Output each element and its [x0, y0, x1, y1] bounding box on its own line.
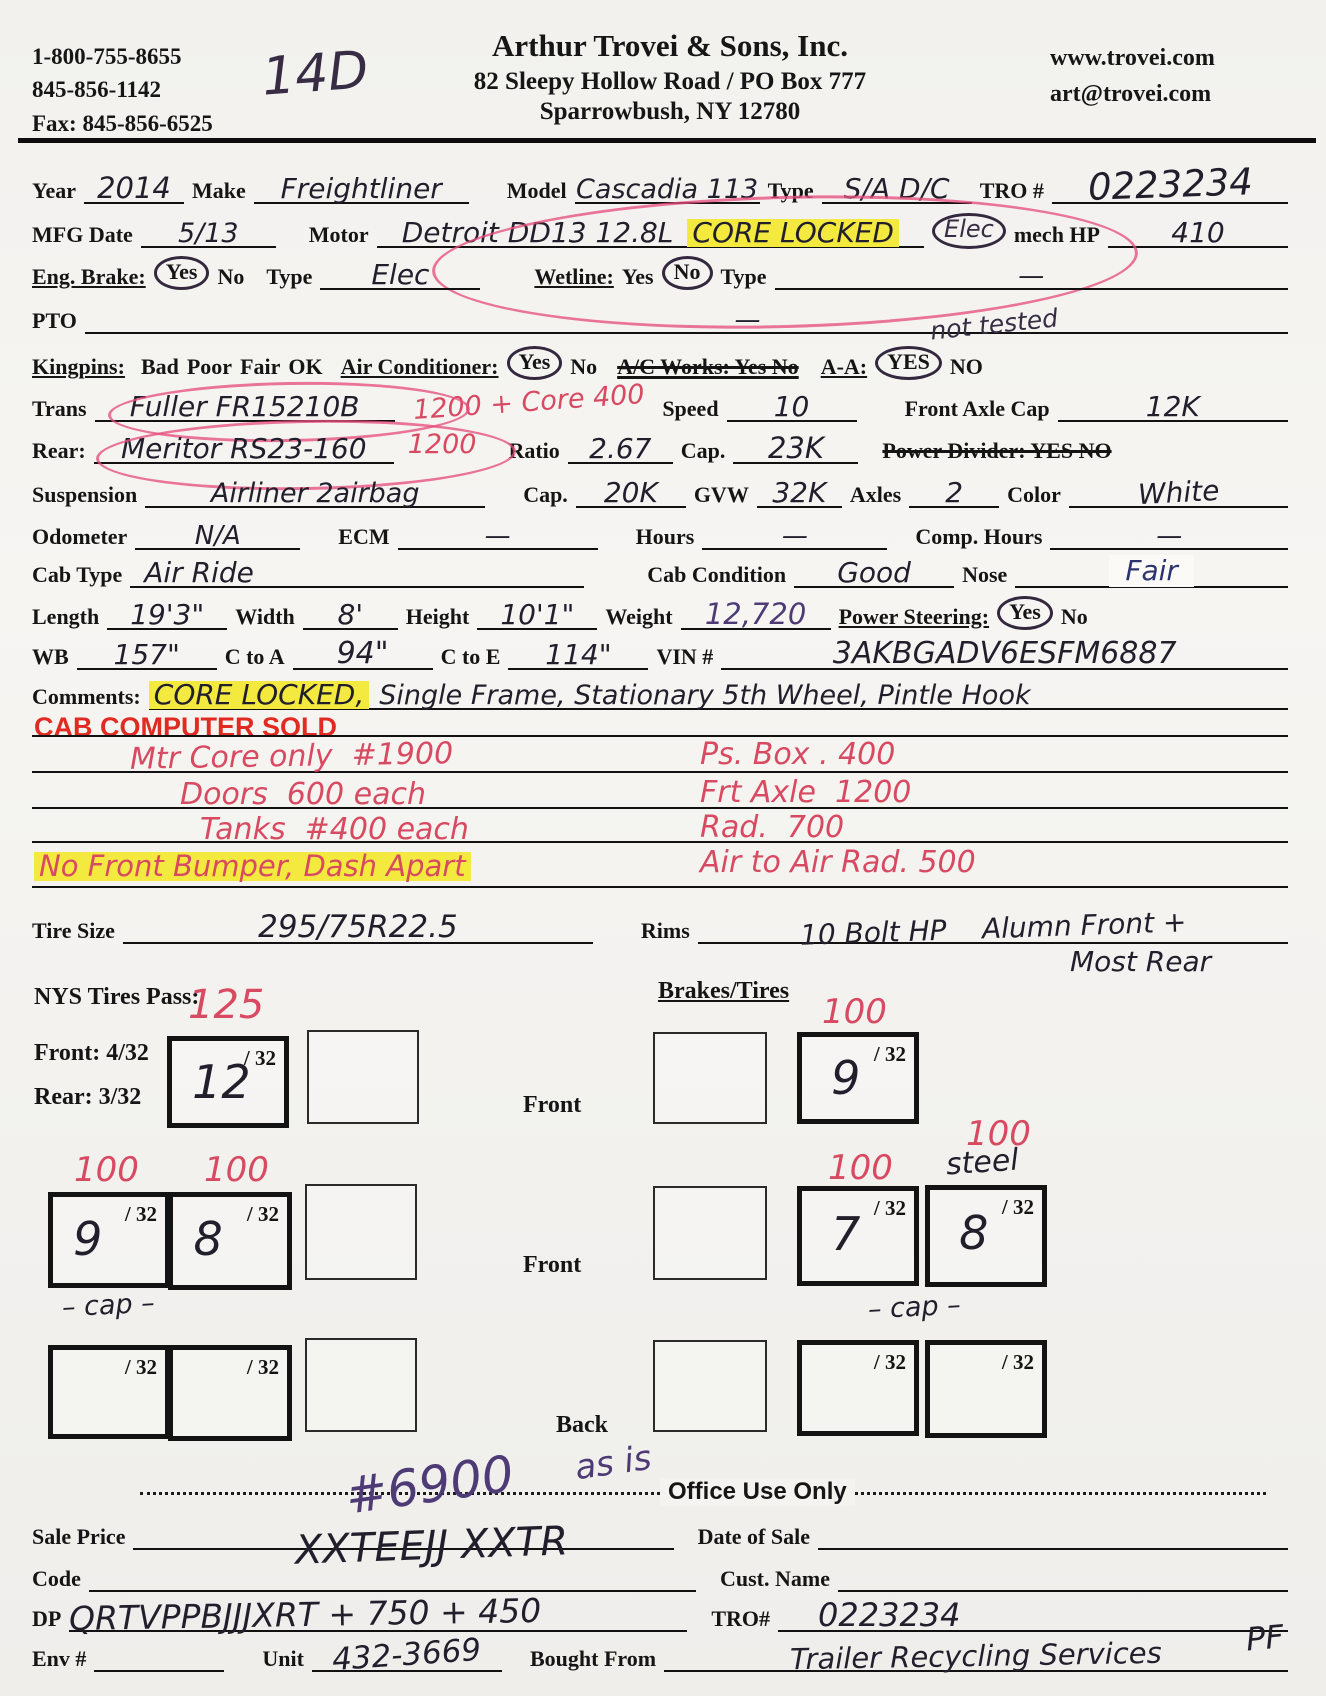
tire-box-back-left-inner-empty: [168, 1345, 292, 1441]
tire-box-mid-left-outer: [48, 1192, 170, 1288]
per-32-marker: / 32: [873, 1042, 906, 1066]
as-is-note: as is: [572, 1437, 654, 1489]
header-divider: [18, 138, 1316, 143]
vin-label: VIN #: [656, 644, 714, 669]
tire-box-back-right-outer-empty: [925, 1340, 1047, 1438]
vin-value: 3AKBGADV6ESFM6887: [832, 636, 1177, 671]
width-field: [303, 594, 398, 630]
front-axle-cap-value: 12K: [1145, 390, 1200, 423]
motor-core-locked-highlight: CORE LOCKED: [687, 219, 899, 247]
tread-depth-mid-left-outer: 9: [73, 1211, 103, 1266]
ac-works-struck: A/C Works: Yes No: [617, 354, 799, 379]
gvw-field: [757, 472, 842, 508]
ruled-line-5: [32, 886, 1288, 888]
per-32-marker: / 32: [124, 1355, 157, 1379]
eng-brake-yes-circled: Yes: [154, 256, 210, 290]
per-32-marker: / 32: [1001, 1350, 1034, 1374]
handwritten-stock-code: 14D: [260, 40, 371, 108]
axles-value: 2: [945, 476, 964, 509]
tire-box-front-left: [167, 1036, 289, 1128]
hp-field: [1108, 212, 1288, 248]
per-32-marker: / 32: [1001, 1195, 1034, 1219]
ecm-label: ECM: [338, 524, 390, 549]
cab-condition-field: [794, 552, 954, 588]
front-axle-cap-field: [1058, 386, 1288, 422]
length-label: Length: [32, 604, 100, 629]
tire-size-label: Tire Size: [32, 918, 115, 943]
axle-label-front-2: Front: [523, 1252, 582, 1278]
wb-value: 157": [113, 638, 180, 671]
comp-hours-field: [1050, 514, 1288, 550]
cap-note-left: – cap –: [61, 1287, 156, 1324]
rims-value: 10 Bolt HP Alumn Front +: [799, 905, 1187, 952]
comments-label: Comments:: [32, 684, 141, 709]
make-field: [254, 168, 469, 204]
axle-label-back: Back: [556, 1412, 609, 1438]
nys-tires-pass-label: NYS Tires Pass:: [34, 984, 200, 1010]
nose-label: Nose: [962, 562, 1008, 587]
ctoe-field: [508, 634, 648, 670]
header-web-block: [1050, 40, 1215, 112]
aa-no: NO: [949, 354, 983, 379]
rear-value: Meritor RS23-160: [120, 432, 367, 465]
tire-box-back-right-inner-empty: [797, 1340, 919, 1436]
dp-field: [69, 1590, 687, 1639]
note-no-front-bumper-highlight: No Front Bumper, Dash Apart: [34, 852, 471, 881]
type-label: Type: [767, 178, 814, 203]
code-field: [89, 1556, 696, 1592]
per-32-marker: / 32: [246, 1202, 279, 1226]
tro2-value: 0223234: [818, 1596, 961, 1634]
note-radiator-price: Rad. 700: [700, 810, 845, 845]
company-name: Arthur Trovei & Sons, Inc.: [492, 28, 848, 63]
dp-value: QRTVPPBJJJXRT + 750 + 450: [69, 1590, 542, 1639]
tire-size-field: [123, 908, 593, 944]
code-label: Code: [32, 1566, 81, 1591]
type-field: [822, 168, 972, 204]
speed-label: Speed: [662, 396, 719, 421]
color-label: Color: [1007, 482, 1061, 507]
unit-field: [312, 1631, 502, 1679]
company-address: 82 Sleepy Hollow Road / PO Box 777: [473, 68, 867, 95]
row-rear: [32, 428, 1288, 464]
hours-label: Hours: [635, 524, 695, 549]
cab-type-label: Cab Type: [32, 562, 123, 587]
odometer-field: [135, 514, 300, 550]
tread-depth-mid-left-inner: 8: [193, 1212, 223, 1267]
per-32-marker: / 32: [873, 1350, 906, 1374]
year-value: 2014: [97, 171, 171, 205]
row-env-unit: [32, 1631, 1288, 1679]
cab-condition-label: Cab Condition: [647, 562, 787, 587]
suspension-label: Suspension: [32, 482, 138, 507]
sale-price-label: Sale Price: [32, 1524, 126, 1549]
ctoa-label: C to A: [224, 644, 285, 669]
tire-box-back-right-empty: [653, 1340, 767, 1432]
tread-depth-mid-right-outer: 8: [959, 1206, 989, 1261]
tire-price-100-b1: 100: [74, 1150, 139, 1190]
axle-label-front-1: Front: [523, 1092, 582, 1118]
env-label: Env #: [32, 1646, 87, 1671]
tread-depth-mid-right-inner: 7: [831, 1206, 861, 1261]
weight-label: Weight: [605, 604, 673, 629]
mfg-date-label: MFG Date: [32, 222, 133, 247]
eng-brake-type-field: [320, 254, 480, 290]
row-odometer: [32, 514, 1288, 550]
tire-price-100-b2: 100: [204, 1150, 269, 1190]
vin-field: [721, 634, 1288, 670]
susp-cap-field: [576, 472, 686, 508]
tire-box-back-left-empty: [305, 1338, 417, 1432]
width-label: Width: [235, 604, 295, 629]
note-air-to-air-price: Air to Air Rad. 500: [700, 845, 976, 880]
row-comments: [32, 674, 1288, 710]
tire-box-mid-right-outer: [925, 1185, 1047, 1287]
bought-from-field: [664, 1635, 1288, 1677]
cab-condition-value: Good: [837, 556, 911, 589]
aa-yes-circled: YES: [875, 346, 942, 380]
per-32-marker: / 32: [124, 1202, 157, 1226]
odometer-label: Odometer: [32, 524, 128, 549]
air-conditioner-label: Air Conditioner:: [340, 354, 499, 379]
kingpins-bad: Bad: [140, 354, 179, 379]
row-sale-price: [32, 1514, 1288, 1550]
tire-size-value: 295/75R22.5: [258, 909, 458, 945]
rear-cap-label: Cap.: [680, 438, 726, 463]
sale-price-value: #6900: [341, 1444, 518, 1526]
rear-field: [94, 428, 394, 464]
tire-box-back-left-outer-empty: [48, 1345, 170, 1439]
comments-field: [149, 674, 1288, 710]
tro2-label: TRO#: [711, 1606, 770, 1631]
per-32-marker: / 32: [243, 1046, 276, 1070]
power-steering-yes-circled: Yes: [997, 596, 1053, 630]
tro-value: 0223234: [1086, 160, 1254, 209]
air-conditioner-yes-circled: Yes: [507, 346, 563, 380]
pto-dash: —: [734, 305, 761, 335]
tire-box-mid-left-empty: [305, 1184, 417, 1280]
wb-label: WB: [32, 644, 69, 669]
cust-name-field: [838, 1556, 1288, 1592]
fax-number: Fax: 845-856-6525: [32, 110, 213, 136]
office-use-only-title: Office Use Only: [660, 1478, 855, 1506]
axles-label: Axles: [849, 482, 902, 507]
aa-label: A-A:: [820, 354, 868, 379]
tro-label: TRO #: [979, 178, 1044, 203]
front-axle-cap-label: Front Axle Cap: [904, 396, 1050, 421]
comp-hours-label: Comp. Hours: [915, 524, 1043, 549]
ruled-line-1: [32, 735, 1288, 737]
hp-value: 410: [1171, 216, 1225, 249]
row-mfg-motor: [32, 212, 1288, 248]
ctoe-value: 114": [545, 638, 612, 671]
front-tread-spec: Front: 4/32: [34, 1040, 149, 1066]
tire-box-mid-right-inner: [797, 1186, 919, 1286]
row-pto: [32, 298, 1288, 334]
note-front-axle-price: Frt Axle 1200: [700, 775, 912, 810]
odometer-value: N/A: [194, 521, 241, 551]
ctoe-label: C to E: [440, 644, 501, 669]
rims-label: Rims: [640, 918, 690, 943]
row-trans: [32, 378, 1288, 427]
power-steering-no: No: [1060, 604, 1088, 629]
nose-field: [1015, 552, 1288, 588]
row-tire-size: [32, 905, 1288, 952]
cab-type-field: [130, 552, 584, 588]
cust-name-label: Cust. Name: [720, 1566, 830, 1591]
row-code: [32, 1556, 1288, 1592]
color-value: White: [1136, 473, 1220, 512]
length-field: [107, 594, 227, 630]
kingpins-label: Kingpins:: [32, 354, 125, 379]
eng-brake-type-value: Elec: [371, 258, 430, 291]
row-wb-vin: [32, 634, 1288, 670]
model-value: Cascadia 113: [576, 174, 759, 205]
wetline-type-dash: —: [1018, 261, 1045, 291]
hours-dash: —: [781, 521, 808, 551]
height-field: [477, 594, 597, 630]
rear-cap-field: [733, 428, 858, 464]
power-steering-label: Power Steering:: [838, 604, 990, 629]
height-label: Height: [405, 604, 470, 629]
wetline-type-field: [775, 254, 1288, 290]
tire-box-mid-right-empty: [653, 1186, 767, 1280]
mfg-date-field: [141, 212, 276, 248]
tire-price-100-b5: 100: [828, 1148, 893, 1188]
motor-label: Motor: [308, 222, 369, 247]
row-cab: [32, 552, 1288, 588]
weight-value: 12,720: [704, 597, 807, 631]
ecm-field: [398, 514, 598, 550]
phone-toll-free: 1-800-755-8655: [32, 44, 182, 69]
ratio-label: Ratio: [508, 438, 560, 463]
gvw-label: GVW: [693, 482, 749, 507]
company-city: Sparrowbush, NY 12780: [539, 98, 801, 125]
nose-value: Fair: [1109, 555, 1194, 587]
rear-label: Rear:: [32, 438, 86, 463]
tire-price-125: 125: [188, 982, 265, 1028]
model-field: [575, 168, 760, 204]
mech-hp-label: mech HP: [1013, 222, 1100, 247]
power-divider-struck: Power Divider: YES NO: [882, 438, 1112, 463]
ratio-field: [568, 428, 673, 464]
code-value: XXTEEJJ XXTR: [294, 1518, 569, 1574]
ctoa-value: 94": [336, 636, 389, 671]
rear-price-note: 1200: [407, 429, 477, 460]
eng-brake-no: No: [217, 264, 245, 289]
comp-hours-dash: —: [1156, 521, 1183, 551]
kingpins-poor: Poor: [186, 354, 233, 379]
date-of-sale-label: Date of Sale: [697, 1524, 810, 1549]
hours-field: [702, 514, 887, 550]
unit-label: Unit: [262, 1646, 304, 1671]
eng-brake-label: Eng. Brake:: [32, 264, 146, 289]
rear-cap-value: 23K: [767, 431, 824, 465]
row-engbrake-wetline: [32, 254, 1288, 290]
kingpins-fair: Fair: [240, 354, 281, 379]
speed-value: 10: [773, 390, 810, 423]
suspension-value: Airliner 2airbag: [210, 478, 420, 509]
tire-box-mid-left-inner: [168, 1192, 292, 1290]
ratio-value: 2.67: [589, 432, 652, 465]
wetline-no-circled: No: [662, 256, 713, 290]
elec-circled: Elec: [932, 213, 1006, 249]
wetline-type-label: Type: [720, 264, 767, 289]
note-doors-price: Doors 600 each: [180, 777, 426, 812]
comments-core-locked-highlight: CORE LOCKED,: [149, 681, 369, 709]
eng-brake-type-label: Type: [266, 264, 313, 289]
model-label: Model: [506, 178, 567, 203]
ecm-dash: —: [484, 521, 511, 551]
tire-box-front-left-inner-empty: [307, 1030, 419, 1124]
pf-initials: PF: [1244, 1617, 1286, 1659]
pto-label: PTO: [32, 308, 77, 333]
pto-field: [85, 298, 1288, 334]
note-ps-box-price: Ps. Box . 400: [700, 737, 896, 772]
not-tested-note: not tested: [928, 303, 1060, 346]
motor-value: Detroit DD13 12.8L: [401, 216, 674, 249]
year-label: Year: [32, 178, 76, 203]
suspension-field: [145, 472, 485, 508]
comments-text: Single Frame, Stationary 5th Wheel, Pintle Hook: [379, 680, 1031, 711]
row-suspension: [32, 472, 1288, 512]
make-label: Make: [191, 178, 246, 203]
tread-depth-front-left: 12: [192, 1055, 251, 1110]
ctoa-field: [293, 634, 433, 670]
tire-box-front-right: [797, 1032, 919, 1124]
susp-cap-label: Cap.: [523, 482, 568, 507]
tire-price-100-a: 100: [822, 992, 887, 1032]
row-kingpins-ac: [32, 344, 1288, 380]
tread-depth-front-right: 9: [831, 1051, 861, 1106]
brakes-tires-header: Brakes/Tires: [658, 978, 790, 1004]
axles-field: [909, 472, 999, 508]
date-of-sale-field: [818, 1514, 1288, 1550]
trans-field: [95, 386, 395, 422]
rear-tread-spec: Rear: 3/32: [34, 1084, 142, 1110]
gvw-value: 32K: [772, 476, 827, 509]
env-field: [94, 1636, 224, 1672]
header-company-block: [340, 28, 1000, 126]
height-value: 10'1": [500, 598, 575, 631]
year-field: [84, 168, 184, 204]
trans-price-note: 1200 + Core 400: [411, 378, 646, 427]
weight-field: [681, 594, 831, 630]
tire-price-100-b6: 100: [966, 1114, 1031, 1154]
row-year-make-model: [32, 160, 1288, 209]
trans-value: Fuller FR15210B: [129, 390, 360, 423]
length-value: 19'3": [130, 598, 205, 631]
note-tanks-price: Tanks #400 each: [200, 812, 469, 847]
bought-from-value: Trailer Recycling Services: [789, 1635, 1163, 1677]
cab-type-value: Air Ride: [144, 556, 254, 589]
per-32-marker: / 32: [246, 1355, 279, 1379]
dp-label: DP: [32, 1606, 62, 1631]
speed-field: [727, 386, 857, 422]
make-value: Freightliner: [280, 172, 442, 205]
wetline-yes: Yes: [621, 264, 654, 289]
susp-cap-value: 20K: [603, 476, 658, 509]
wetline-label: Wetline:: [534, 264, 614, 289]
trans-label: Trans: [32, 396, 87, 421]
website: www.trovei.com: [1050, 45, 1215, 71]
phone-local: 845-856-1142: [32, 77, 162, 103]
email: art@trovei.com: [1050, 81, 1212, 107]
unit-value: 432-3669: [331, 1631, 483, 1679]
width-value: 8': [337, 598, 364, 631]
tro2-field: [778, 1596, 1288, 1632]
tro-field: [1052, 160, 1288, 209]
cap-note-right: – cap –: [867, 1289, 962, 1326]
rims-field: [698, 905, 1288, 952]
type-value: S/A D/C: [843, 172, 950, 205]
bought-from-label: Bought From: [529, 1646, 657, 1671]
kingpins-ok: OK: [288, 354, 323, 379]
rims-value-line2: Most Rear: [1070, 945, 1212, 978]
header-phones: [32, 40, 213, 140]
per-32-marker: / 32: [873, 1196, 906, 1220]
cab-computer-sold-stamp: CAB COMPUTER SOLD: [34, 712, 337, 742]
mfg-date-value: 5/13: [177, 218, 239, 249]
steel-wheel-note: steel: [944, 1142, 1020, 1183]
air-conditioner-no: No: [570, 354, 598, 379]
wb-field: [77, 634, 217, 670]
note-motor-core-price: Mtr Core only #1900: [129, 736, 454, 777]
tire-box-front-right-inner-empty: [653, 1032, 767, 1124]
row-dimensions: [32, 594, 1288, 630]
color-field: [1069, 472, 1288, 512]
motor-field: [377, 212, 924, 248]
